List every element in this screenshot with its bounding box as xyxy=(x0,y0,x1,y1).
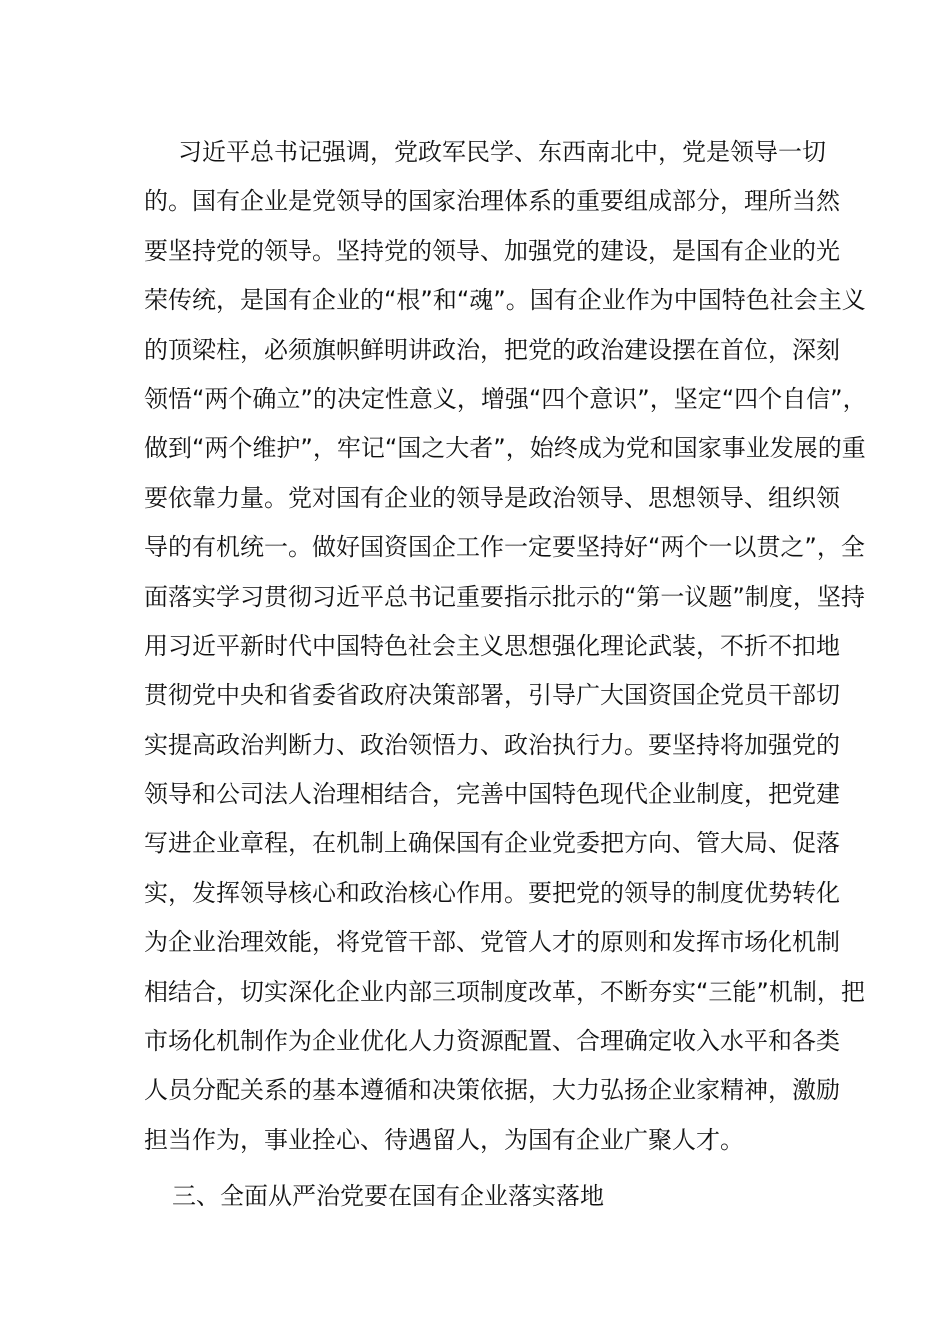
paragraph-line: 做到“两个维护”，牢记“国之大者”，始终成为党和国家事业发展的重 xyxy=(144,434,866,463)
paragraph-line: 相结合，切实深化企业内部三项制度改革，不断夯实“三能”机制，把 xyxy=(144,977,865,1006)
paragraph-line: 要坚持党的领导。坚持党的领导、加强党的建设，是国有企业的光 xyxy=(144,236,840,265)
paragraph-line: 面落实学习贯彻习近平总书记重要指示批示的“第一议题”制度，坚持 xyxy=(144,582,865,611)
paragraph-line: 习近平总书记强调，党政军民学、东西南北中，党是领导一切 xyxy=(178,138,826,166)
paragraph-line: 人员分配关系的基本遵循和决策依据，大力弘扬企业家精神，激励 xyxy=(144,1076,840,1105)
paragraph-line: 领悟“两个确立”的决定性意义，增强“四个意识”，坚定“四个自信”， xyxy=(144,384,867,413)
paragraph-line: 写进企业章程，在机制上确保国有企业党委把方向、管大局、促落 xyxy=(144,829,840,858)
paragraph-line: 市场化机制作为企业优化人力资源配置、合理确定收入水平和各类 xyxy=(144,1027,840,1056)
paragraph-line: 要依靠力量。党对国有企业的领导是政治领导、思想领导、组织领 xyxy=(144,483,840,512)
section-heading: 三、全面从严治党要在国有企业落实落地 xyxy=(172,1182,604,1210)
paragraph-line: 领导和公司法人治理相结合，完善中国特色现代企业制度，把党建 xyxy=(144,780,840,809)
paragraph-line: 荣传统，是国有企业的“根”和“魂”。国有企业作为中国特色社会主义 xyxy=(144,286,866,315)
paragraph-line: 实，发挥领导核心和政治核心作用。要把党的领导的制度优势转化 xyxy=(144,878,840,907)
paragraph-line: 为企业治理效能，将党管干部、党管人才的原则和发挥市场化机制 xyxy=(144,928,840,957)
paragraph-line: 实提高政治判断力、政治领悟力、政治执行力。要坚持将加强党的 xyxy=(144,730,840,759)
paragraph-line: 导的有机统一。做好国资国企工作一定要坚持好“两个一以贯之”，全 xyxy=(144,533,865,562)
paragraph-line: 用习近平新时代中国特色社会主义思想强化理论武装，不折不扣地 xyxy=(144,631,840,660)
paragraph-line: 的顶梁柱，必须旗帜鲜明讲政治，把党的政治建设摆在首位，深刻 xyxy=(144,335,840,364)
body-paragraph xyxy=(144,128,867,1165)
paragraph-line: 的。国有企业是党领导的国家治理体系的重要组成部分，理所当然 xyxy=(144,187,840,216)
paragraph-line: 贯彻党中央和省委省政府决策部署，引导广大国资国企党员干部切 xyxy=(144,681,840,710)
paragraph-line: 担当作为，事业拴心、待遇留人，为国有企业广聚人才。 xyxy=(144,1125,744,1154)
